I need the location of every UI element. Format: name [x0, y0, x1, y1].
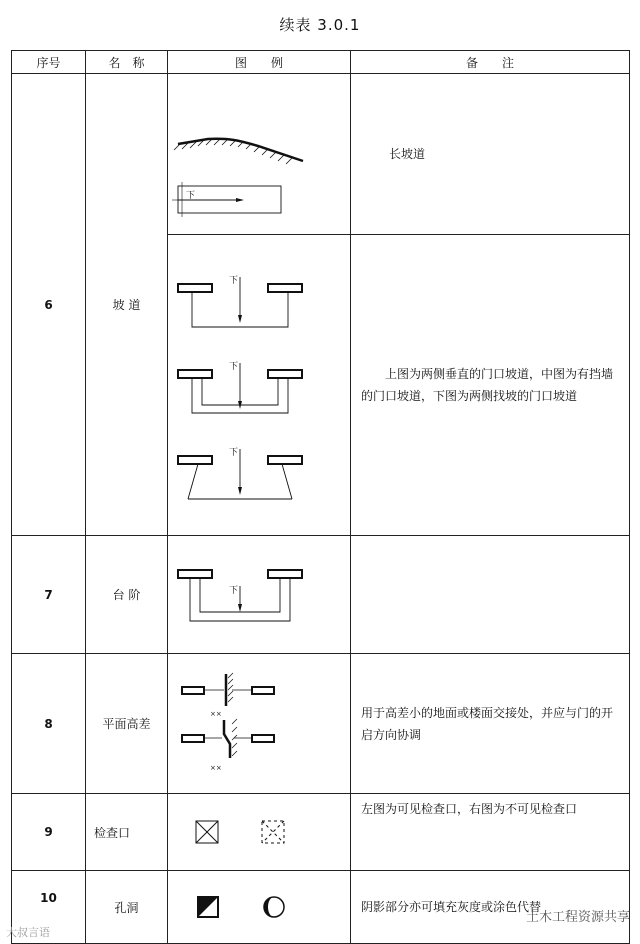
- row-number: 9: [12, 794, 86, 871]
- row-name: 台 阶: [86, 536, 168, 654]
- row-name: 孔洞: [86, 871, 168, 944]
- level-difference-lower: [182, 719, 274, 772]
- legend-cell: [168, 74, 351, 235]
- inspection-opening-symbols: [168, 794, 351, 870]
- legend-table: [11, 50, 630, 944]
- hidden-inspection-opening-icon: [262, 821, 284, 843]
- ramp-vertical-sides: [178, 275, 302, 327]
- down-label: 下: [186, 191, 196, 201]
- dimension-label: ××: [210, 710, 222, 718]
- ramp-with-walls: [178, 361, 302, 413]
- legend-cell: [168, 794, 351, 871]
- row-number: 6: [12, 74, 86, 536]
- hole-symbols: [168, 871, 351, 943]
- note-cell: 上图为两侧垂直的门口坡道，中图为有挡墙的门口坡道，下图为两侧找坡的门口坡道: [351, 235, 630, 536]
- row-name: 平面高差: [86, 654, 168, 794]
- door-ramp-symbols: [168, 235, 351, 535]
- note-cell: 用于高差小的地面或楼面交接处，并应与门的开启方向协调: [351, 654, 630, 794]
- note-cell: 长坡道: [351, 74, 630, 235]
- legend-cell: [168, 871, 351, 944]
- table-row: [12, 654, 630, 794]
- round-hole-icon: [264, 897, 284, 917]
- square-hole-icon: [198, 897, 218, 917]
- legend-cell: [168, 536, 351, 654]
- watermark-left: 大叔言语: [6, 926, 50, 939]
- steps-symbol: [168, 536, 351, 653]
- row-name: 坡 道: [86, 74, 168, 536]
- watermark-right: 土木工程资源共享: [525, 910, 630, 925]
- level-difference-symbol: [168, 654, 351, 793]
- visible-inspection-opening-icon: [196, 821, 218, 843]
- legend-cell: [168, 235, 351, 536]
- level-difference-upper: [182, 673, 274, 718]
- table-row: [12, 536, 630, 654]
- row-number: 8: [12, 654, 86, 794]
- down-label: 下: [229, 586, 239, 596]
- header-name: 名 称: [86, 51, 168, 74]
- page-title: 续表 3.0.1: [279, 16, 361, 34]
- long-ramp-symbol: [168, 74, 351, 234]
- row-number: 7: [12, 536, 86, 654]
- down-label: 下: [229, 448, 239, 458]
- header-no: 序号: [12, 51, 86, 74]
- legend-cell: [168, 654, 351, 794]
- table-row: [12, 74, 630, 235]
- down-label: 下: [229, 362, 239, 372]
- row-number: 10: [12, 871, 86, 944]
- note-cell: [351, 536, 630, 654]
- note-cell: 阴影部分亦可填充灰度或涂色代替: [351, 871, 630, 944]
- header-note: 备 注: [351, 51, 630, 74]
- ramp-sloped-sides: [178, 447, 302, 499]
- header-legend: 图 例: [168, 51, 351, 74]
- table-row: [12, 794, 630, 871]
- table-header-row: [12, 51, 630, 74]
- down-label: 下: [229, 276, 239, 286]
- row-name: 检查口: [86, 794, 168, 871]
- dimension-label: ××: [210, 764, 222, 772]
- note-cell: 左图为可见检查口，右图为不可见检查口: [351, 794, 630, 871]
